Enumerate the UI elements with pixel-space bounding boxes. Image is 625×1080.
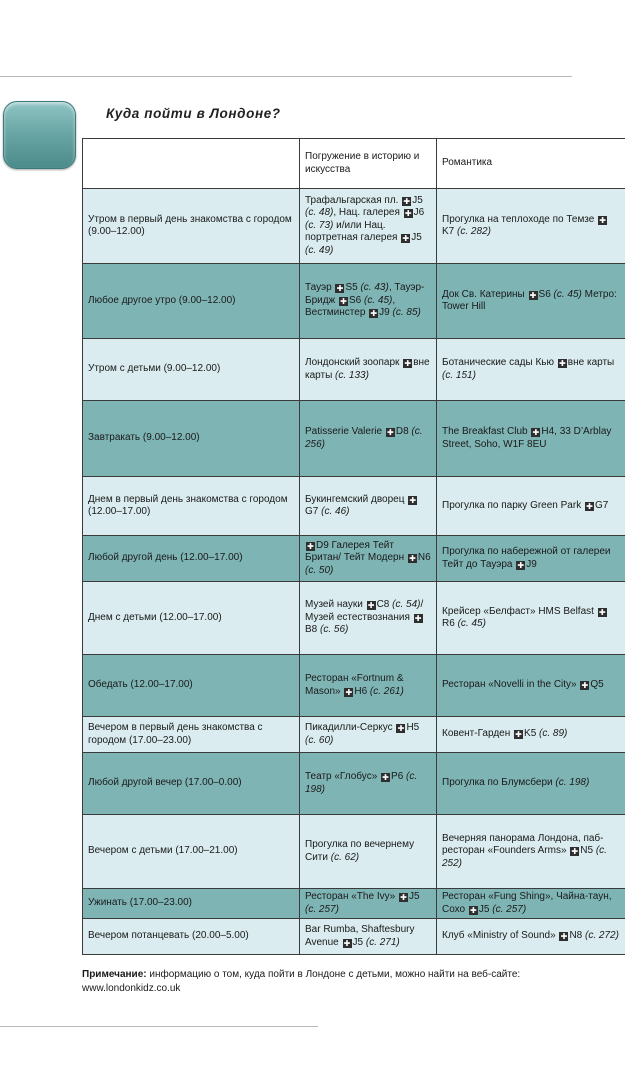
chapter-tab-badge — [3, 101, 76, 169]
cell-history-art — [300, 536, 437, 582]
cell-text: Прогулка по вечернему Сити — [305, 839, 415, 863]
table-header-row — [83, 139, 625, 189]
page-reference: (с. 271) — [365, 936, 400, 948]
cell-romance — [437, 655, 625, 717]
page-reference: (с. 45) — [553, 288, 582, 300]
table-row — [83, 655, 625, 717]
cell-text: Музей науки — [305, 599, 366, 611]
cell-text: Метро: Tower Hill — [442, 288, 617, 312]
cell-text: Ботанические сады Кью — [442, 357, 557, 368]
row-time-label: Утром в первый день знакомства с городом (9.00–12.00) — [83, 189, 300, 264]
cell-text: K7 — [442, 226, 458, 237]
cell-text: Прогулка по набережной от галереи Тейт до Тауэра — [442, 546, 611, 570]
cell-text: Тауэр — [305, 282, 335, 294]
cell-romance — [437, 753, 625, 815]
page-reference: (с. 89) — [539, 728, 568, 740]
cell-text: S5 — [345, 282, 361, 294]
map-ref-icon: ✚ — [532, 428, 540, 437]
row-time-label: Вечером потанцевать (20.00–5.00) — [83, 919, 300, 955]
map-ref-icon: ✚ — [403, 196, 411, 206]
cell-text: J5 — [478, 903, 493, 915]
cell-text: J5 — [352, 936, 366, 948]
map-ref-icon: ✚ — [340, 296, 347, 306]
cell-text: J9 — [379, 307, 393, 319]
cell-text: Вечерняя панорама Лондона, паб-ресторан «Founders Arms» — [442, 832, 604, 857]
page-reference: (с. 198) — [305, 771, 418, 795]
cell-text: K5 — [524, 728, 540, 740]
page-reference: (с. 45) — [457, 618, 486, 629]
cell-history-art — [300, 889, 437, 919]
map-ref-icon: ✚ — [402, 234, 410, 244]
cell-text: C8 — [376, 599, 393, 611]
map-ref-icon: ✚ — [558, 359, 566, 368]
header-time-of-day — [83, 139, 300, 189]
table-row — [83, 339, 625, 401]
page-reference: (с. 282) — [457, 226, 491, 237]
row-time-label: Утром с детьми (9.00–12.00) — [83, 339, 300, 401]
cell-history-art — [300, 582, 437, 655]
cell-text: G7 — [594, 499, 609, 511]
map-ref-icon: ✚ — [370, 309, 378, 319]
page-title: Куда пойти в Лондоне? — [106, 106, 281, 121]
cell-text: Театр «Глобус» — [305, 771, 381, 782]
map-ref-icon: ✚ — [404, 359, 412, 368]
map-ref-icon: ✚ — [345, 687, 353, 697]
map-ref-icon: ✚ — [336, 284, 344, 294]
cell-text: N6 — [417, 552, 431, 564]
row-time-label: Вечером с детьми (17.00–21.00) — [83, 815, 300, 889]
cell-text: Прогулка по парку Green Park — [442, 499, 584, 511]
map-ref-icon: ✚ — [414, 613, 422, 623]
cell-romance — [437, 717, 625, 753]
cell-text: Ресторан «Fortnum & Mason» — [305, 673, 404, 697]
cell-text: Букингемский дворец — [305, 493, 408, 505]
map-ref-icon: ✚ — [560, 932, 568, 942]
cell-text: Ресторан «Fung Shing», Чайна-таун, Сохо — [442, 891, 612, 915]
cell-text: J5 — [412, 194, 423, 206]
row-time-label: Днем в первый день знакомства с городом (12.00–17.00) — [83, 477, 300, 536]
cell-history-art — [300, 655, 437, 717]
cell-history-art — [300, 717, 437, 753]
table-row — [83, 815, 625, 889]
cell-history-art — [300, 815, 437, 889]
map-ref-icon: ✚ — [409, 495, 417, 505]
page-reference: (с. 252) — [442, 845, 607, 869]
cell-text: S6 — [538, 288, 554, 300]
header-romance: Романтика — [437, 139, 625, 189]
cell-text: , Тауэр-Бридж — [305, 282, 425, 306]
map-ref-icon: ✚ — [307, 541, 314, 551]
cell-romance — [437, 919, 625, 955]
page-reference: (с. 272) — [585, 930, 619, 942]
cell-text: H6 — [354, 685, 370, 697]
page-reference: (с. 49) — [305, 244, 334, 256]
table-row — [83, 753, 625, 815]
table-row — [83, 401, 625, 477]
map-ref-icon: ✚ — [586, 501, 593, 511]
table-row — [83, 264, 625, 339]
cell-romance — [437, 889, 625, 919]
cell-text: The Breakfast Club — [442, 426, 531, 437]
row-time-label: Любой другой день (12.00–17.00) — [83, 536, 300, 582]
page-reference: (с. 257) — [305, 903, 339, 915]
cell-text: , Нац. галерея — [333, 207, 403, 219]
cell-text: N5 — [580, 845, 596, 857]
cell-text: вне карты — [305, 357, 430, 381]
cell-text: J5 — [411, 232, 422, 244]
cell-romance — [437, 189, 625, 264]
cell-romance — [437, 339, 625, 401]
footnote-text: информацию о том, куда пойти в Лондоне с детьми, можно найти на веб-сайте: www.londonkidz.co.uk — [82, 969, 521, 994]
cell-romance — [437, 536, 625, 582]
cell-text: D8 — [395, 426, 412, 437]
row-time-label: Любое другое утро (9.00–12.00) — [83, 264, 300, 339]
table-row — [83, 477, 625, 536]
cell-text: Patisserie Valerie — [305, 426, 385, 437]
cell-text: и/или Нац. портретная галерея — [305, 219, 401, 244]
cell-romance — [437, 477, 625, 536]
page-reference: (с. 85) — [392, 307, 421, 319]
cell-text: Прогулка на теплоходе по Темзе — [442, 213, 598, 225]
map-ref-icon: ✚ — [382, 773, 389, 782]
cell-text: J6 — [413, 207, 425, 219]
cell-text: вне карты — [567, 357, 615, 368]
where-to-go-table — [82, 138, 625, 955]
page-reference: (с. 56) — [320, 624, 349, 636]
cell-text: J9 — [526, 558, 537, 570]
map-ref-icon: ✚ — [571, 847, 579, 857]
page-reference: (с. 198) — [555, 777, 590, 789]
row-time-label: Вечером в первый день знакомства с городом (17.00–23.00) — [83, 717, 300, 753]
cell-text: , Вестминстер — [305, 294, 396, 319]
page-reference: (с. 50) — [305, 564, 334, 576]
cell-history-art — [300, 264, 437, 339]
cell-romance — [437, 582, 625, 655]
row-time-label: Днем с детьми (12.00–17.00) — [83, 582, 300, 655]
map-ref-icon: ✚ — [397, 724, 405, 733]
cell-text: P6 — [391, 771, 407, 782]
page-reference: (с. 48) — [305, 207, 334, 219]
map-ref-icon: ✚ — [387, 428, 394, 437]
cell-text: B8 — [305, 624, 321, 636]
page-reference: (с. 43) — [360, 282, 389, 294]
table-row — [83, 189, 625, 264]
cell-text: Док Св. Катерины — [442, 288, 528, 300]
cell-romance — [437, 264, 625, 339]
map-ref-icon: ✚ — [470, 905, 477, 915]
table-row — [83, 889, 625, 919]
table-row — [83, 582, 625, 655]
cell-text: Ресторан «Novelli in the City» — [442, 679, 580, 691]
page-reference: (с. 54) — [392, 599, 421, 611]
map-ref-icon: ✚ — [529, 290, 537, 300]
page-reference: (с. 256) — [305, 426, 423, 450]
page-reference: (с. 60) — [305, 734, 334, 746]
footnote — [82, 968, 602, 995]
page-reference: (с. 151) — [442, 369, 476, 381]
map-ref-icon: ✚ — [515, 730, 522, 740]
cell-text: R6 — [442, 618, 458, 629]
cell-history-art — [300, 753, 437, 815]
cell-text: / Музей естествознания — [305, 599, 424, 623]
page-reference: (с. 261) — [369, 685, 404, 697]
row-time-label: Обедать (12.00–17.00) — [83, 655, 300, 717]
page-reference: (с. 46) — [321, 506, 350, 517]
table-row — [83, 919, 625, 955]
cell-history-art — [300, 919, 437, 955]
map-ref-icon: ✚ — [343, 938, 351, 948]
map-ref-icon: ✚ — [598, 607, 606, 617]
cell-text: Bar Rumba, Shaftesbury Avenue — [305, 924, 415, 948]
cell-history-art — [300, 401, 437, 477]
map-ref-icon: ✚ — [404, 209, 412, 219]
map-ref-icon: ✚ — [400, 893, 407, 902]
map-ref-icon: ✚ — [409, 554, 416, 564]
cell-text: J5 — [408, 891, 420, 902]
cell-history-art — [300, 339, 437, 401]
header-history-art: Погружение в историю и искусства — [300, 139, 437, 189]
bottom-divider — [0, 1026, 318, 1027]
cell-text: N8 — [569, 930, 585, 942]
row-time-label: Любой другой вечер (17.00–0.00) — [83, 753, 300, 815]
table-row — [83, 536, 625, 582]
page-reference: (с. 73) — [305, 219, 334, 231]
table-row — [83, 717, 625, 753]
cell-text: Лондонский зоопарк — [305, 357, 403, 368]
cell-text: H4, 33 D’Arblay Street, Soho, W1F 8EU — [442, 426, 612, 450]
map-ref-icon: ✚ — [599, 215, 606, 225]
cell-romance — [437, 815, 625, 889]
top-divider — [0, 76, 572, 77]
cell-text: H5 — [406, 722, 420, 733]
page-reference: (с. 257) — [492, 903, 527, 915]
footnote-label: Примечание: — [82, 969, 147, 980]
map-ref-icon: ✚ — [367, 601, 375, 611]
cell-history-art — [300, 477, 437, 536]
cell-text: Клуб «Ministry of Sound» — [442, 930, 559, 942]
cell-text: D9 Галерея Тейт Британ/ Тейт Модерн — [305, 539, 407, 564]
row-time-label: Завтракать (9.00–12.00) — [83, 401, 300, 477]
page-reference: (с. 62) — [330, 851, 360, 863]
page-reference: (с. 45) — [364, 294, 393, 306]
row-time-label: Ужинать (17.00–23.00) — [83, 889, 300, 919]
cell-text: Ковент-Гарден — [442, 728, 514, 740]
map-ref-icon: ✚ — [581, 681, 589, 691]
cell-text: Прогулка по Блумсбери — [442, 777, 556, 789]
page-reference: (с. 133) — [335, 369, 369, 381]
cell-text: G7 — [305, 506, 322, 517]
cell-text: S6 — [349, 294, 365, 306]
cell-romance — [437, 401, 625, 477]
cell-text: Трафальгарская пл. — [305, 194, 402, 206]
cell-history-art — [300, 189, 437, 264]
map-ref-icon: ✚ — [517, 560, 525, 570]
cell-text: Пикадилли-Серкус — [305, 722, 396, 733]
cell-text: Крейсер «Белфаст» HMS Belfast — [442, 605, 597, 617]
cell-text: Ресторан «The Ivy» — [305, 891, 398, 902]
cell-text: Q5 — [590, 679, 604, 691]
